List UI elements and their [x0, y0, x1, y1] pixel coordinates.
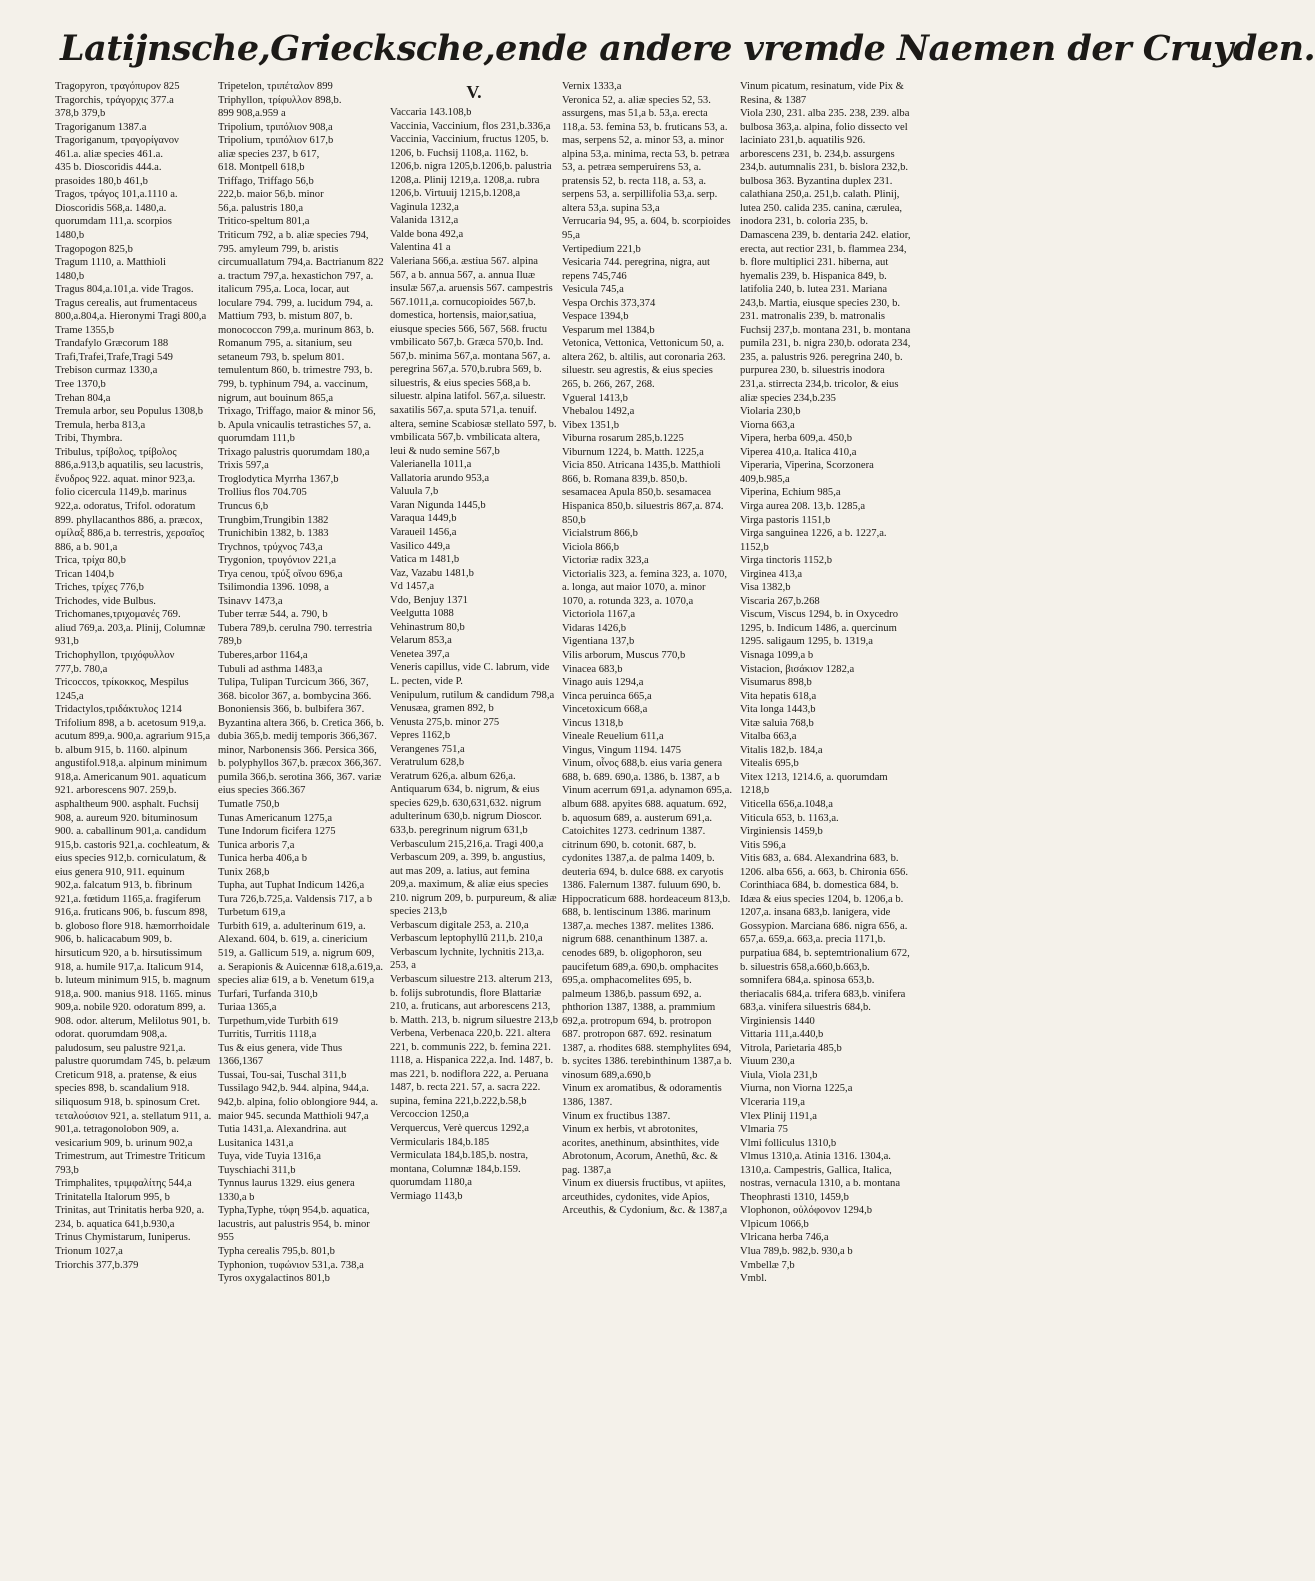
index-entry: Venetea 397,a	[390, 648, 450, 660]
index-entry: Trinitatella Italorum 995, b	[55, 1191, 170, 1203]
index-entry: Tremula arbor, seu Populus 1308,b	[55, 406, 204, 418]
index-entry: Visnaga 1099,a b	[740, 649, 814, 661]
index-entry: Viticula 653, b. 1163,a.	[740, 812, 839, 824]
index-entry: 899 908,a.959 a	[218, 108, 286, 120]
index-entry: Vlua 789,b. 982,b. 930,a b	[740, 1246, 853, 1258]
index-entry: Virginiensis 1459,b	[740, 826, 823, 838]
index-entry: Trica, τρίχα 80,b	[55, 555, 126, 567]
index-entry: Tune Indorum ficifera 1275	[218, 826, 336, 838]
index-entry: Trame 1355,b	[55, 324, 115, 336]
index-entry: prasoides 180,b 461,b	[55, 175, 148, 187]
index-entry: Vlex Plinij 1191,a	[740, 1110, 817, 1122]
index-entry: Tynnus laurus 1329. eius genera 1330,a b	[218, 1178, 355, 1203]
index-entry: Vaccaria 143.108,b	[390, 107, 472, 118]
index-entry: 378,b 379,b	[55, 108, 106, 120]
index-entry: Venusæa, gramen 892, b	[390, 703, 494, 715]
index-entry: Vlmaria 75	[740, 1124, 788, 1136]
index-entry: Vd 1457,a	[390, 581, 435, 593]
index-entry: Typha,Typhe, τύφη 954,b. aquatica, lacustris, aut palustris 954, b. minor 955	[218, 1205, 370, 1244]
index-entry: Trollius flos 704.705	[218, 487, 307, 499]
index-entry: Vesicula 745,a	[562, 284, 624, 296]
index-entry: Tragopyron, τραγόπυρον 825	[55, 81, 180, 92]
index-column-3	[390, 80, 558, 1570]
index-entry: Dioscoridis 568,a. 1480,a.	[55, 202, 167, 214]
index-entry: Tubera 789,b. cerulna 790. terrestria 789,b	[218, 622, 373, 648]
index-entry: Vatica m 1481,b	[390, 554, 460, 566]
index-entry: Virga pastoris 1151,b	[740, 514, 831, 526]
index-entry: Verbascum digitale 253, a. 210,a	[390, 919, 529, 931]
index-entry: Viciola 866,b	[562, 541, 620, 553]
index-entry: Vinum picatum, resinatum, vide Pix & Resina, & 1387	[740, 81, 904, 106]
index-entry: Vlricana herba 746,a	[740, 1232, 829, 1244]
index-entry: Vingus, Vingum 1194. 1475	[562, 744, 682, 756]
index-entry: Vermiago 1143,b	[390, 1190, 463, 1202]
index-entry: Vaccinia, Vaccinium, fructus 1205, b. 1206, b. Fuchsij 1108,a. 1162, b. 1206,b. nigra 1205,b.1206,b. palustria 1208,a. Plinij 1219,a. 1208,a. rubra 1206,b. Virtuuij 1215,b.1208,a	[390, 134, 552, 200]
index-entry: Trixago palustris quorumdam 180,a	[218, 446, 370, 458]
index-entry: Vitæ saluia 768,b	[740, 717, 814, 729]
index-entry: Viburna rosarum 285,b.1225	[562, 433, 684, 445]
index-entry: Valuula 7,b	[390, 486, 439, 498]
index-entry: Typha cerealis 795,b. 801,b	[218, 1246, 335, 1258]
index-entry: Vlpicum 1066,b	[740, 1218, 809, 1230]
index-entry: Trafi,Trafei,Trafe,Tragi 549	[55, 351, 173, 363]
index-entry: Tripetelon, τριπέταλον 899	[218, 81, 333, 92]
index-entry: Viperina, Echium 985,a	[740, 487, 841, 499]
index-entry: Valentina 41 a	[390, 242, 451, 254]
index-entry: Tuber terræ 544, a. 790, b	[218, 609, 328, 621]
index-entry: Verbascum leptophyllũ 211,b. 210,a	[390, 933, 543, 945]
index-entry: Tricoccos, τρίκοκκος, Mespilus 1245,a	[55, 677, 189, 702]
index-entry: Vasilico 449,a	[390, 540, 451, 552]
index-entry: Tupha, aut Tuphat Indicum 1426,a	[218, 880, 365, 892]
index-entry: Vehinastrum 80,b	[390, 621, 465, 633]
index-entry: Veronica 52, a. aliæ species 52, 53. assurgens, mas 51,a b. 53,a. erecta 118,a. 53. femina 53, b. fruticans 53, a. mas, serpens 52, a. minor 53, a. minor alpina 53,a. minima, recta 53, b. petræa 53, a. petræa semperuirens 53, a. pratensis 52, b. recta 118, a. 53, a. serpens 53, a. serpillifolia 53,a. serp. altera 53,a. supina 53,a	[562, 94, 730, 214]
index-entry: aliæ species 237, b 617,	[218, 148, 320, 160]
index-entry: Verangenes 751,a	[390, 743, 465, 755]
index-entry: Tunica herba 406,a b	[218, 853, 308, 865]
index-entry: Vmbellæ 7,b	[740, 1259, 795, 1271]
index-entry: Varan Nigunda 1445,b	[390, 499, 486, 511]
index-entry: Valde bona 492,a	[390, 228, 464, 240]
index-entry: 618. Montpell 618,b	[218, 162, 305, 174]
index-entry: Trehan 804,a	[55, 392, 111, 404]
index-entry: Tutia 1431,a. Alexandrina. aut Lusitanica 1431,a	[218, 1124, 347, 1149]
index-entry: Tuyschiachi 311,b	[218, 1164, 296, 1176]
index-entry: Vlmi folliculus 1310,b	[740, 1137, 837, 1149]
index-entry: Tura 726,b.725,a. Valdensis 717, a b	[218, 893, 373, 905]
index-entry: Viperaria, Viperina, Scorzonera 409,b.985,a	[740, 460, 874, 485]
index-entry: Virginea 413,a	[740, 568, 803, 580]
index-entry: Trebison curmaz 1330,a	[55, 365, 158, 377]
index-entry: Virga tinctoris 1152,b	[740, 555, 833, 567]
index-entry: Vdo, Benjuy 1371	[390, 594, 468, 606]
page-title: Latijnsche,Griecksche,ende andere vremde Naemen der Cruyden.	[60, 28, 1315, 69]
index-entry: Vitrola, Parietaria 485,b	[740, 1042, 842, 1054]
index-entry: Tridactylos,τριδάκτυλος 1214	[55, 704, 182, 716]
index-column-1	[55, 80, 213, 1570]
index-entry: Trichodes, vide Bulbus.	[55, 595, 156, 607]
index-entry: Verbascum 209, a. 399, b. angustius, aut mas 209, a. latius, aut femina 209,a. maximum, & aliæ eius species 210. nigrum 209, b. purpureum, & aliæ species 213,b	[390, 852, 557, 918]
index-entry: Vitealis 695,b	[740, 758, 799, 770]
index-entry: Vita longa 1443,b	[740, 704, 816, 716]
index-entry: Turfari, Turfanda 310,b	[218, 988, 318, 1000]
index-entry: Tragopogon 825,b	[55, 243, 133, 255]
index-entry: Tribi, Thymbra.	[55, 433, 123, 445]
index-entry: Vinum acerrum 691,a. adynamon 695,a. album 688. apyites 688. aquatum. 692, b. aquosum 689, a. austerum 691,a. Catoichites 1273. cedrinum 1387. citrinum 690, b. cotonit. 687, b. cydonites 1387,a. de palma 1409, b. deuteria 694, b. dulce 688. ex caryotis 1386. Falernum 1387. fuluum 690, b. Hippocraticum 688. hordeaceum 813,b. 688, b. lentiscinum 1386. marinum 1387,a. meches 1387. melites 1386. nigrum 688. cenanthinum 1387. a. cenodes 689, b. oligophoron, seu paucifetum 689,a. 690,b. omphacites 695,a. omphacomelites 695, b. palmeum 1386,b. passum 692, a. phthorion 1387, 1388, a. prammium 692,a. protropum 694, b. protropon 687. protropon 687. 692. resinatum 1387, a. rhodites 688. stemphylites 694, b. sycites 1386. terebinthinum 1387,a b. vinosum 689,a.690,b	[562, 785, 732, 1081]
index-entry: Tsinavv 1473,a	[218, 595, 283, 607]
index-entry: Tus & eius genera, vide Thus 1366,1367	[218, 1042, 343, 1068]
index-entry: Vlceraria 119,a	[740, 1097, 805, 1109]
index-entry: Tragum 1110, a. Matthioli	[55, 257, 166, 269]
index-entry: Trinus Chymistarum, Iuniperus.	[55, 1232, 191, 1244]
index-entry: Vlmus 1310,a. Atinia 1316. 1304,a. 1310,a. Campestris, Gallica, Italica, nostras, vernacula 1310, a b. montana Theophrasti 1310, 1459,b	[740, 1151, 901, 1203]
index-entry: Vlophonon, οὐλόφονον 1294,b	[740, 1205, 873, 1217]
index-entry: Vitex 1213, 1214.6, a. quorumdam 1218,b	[740, 771, 888, 797]
index-entry: Veratrum 626,a. album 626,a. Antiquarum 634, b. nigrum, & eius species 629,b. 630,631,632. nigrum adulterinum 630,b. nigrum Dioscor. 633,b. peregrinum nigrum 631,b	[390, 770, 542, 836]
index-entry: Trichophyllon, τριχόφυλλον	[55, 649, 175, 661]
index-entry: Verbena, Verbenaca 220,b. 221. altera 221, b. communis 222, b. femina 221. 1118, a. Hispanica 222,a. Ind. 1487, b. mas 221, b. nodiflora 222, a. Peruana 1487, b. recta 221. 57, a. sacra 222. supina, femina 221,b.222,b.58,b	[390, 1028, 554, 1107]
index-entry: Visumarus 898,b	[740, 677, 812, 689]
index-entry: Vita hepatis 618,a	[740, 690, 817, 702]
index-entry: Veelgutta 1088	[390, 608, 454, 620]
index-entry: Vistacion, βισάκιον 1282,a	[740, 663, 855, 675]
index-entry: Trixago, Triffago, maior & minor 56, b. Apula vnicaulis tetrastiches 57, a. quorumdam 111,b	[218, 406, 376, 445]
index-entry: Triticum 792, a b. aliæ species 794, 795. amyleum 799, b. aristis circumuallatum 794,a. Bactrianum 822 a. tractum 797,a. hexastichon 797, a. italicum 795,a. Loca, locar, aut loculare 794. 799, a. lucidum 794, a. Mattium 793, b. mistum 807, b. monococcon 799,a. murinum 863, b. Romanum 795, a. sitanium, seu setaneum 793, b. spelum 801. temulentum 860, b. trimestre 793, b. 799, b. typhinum 794, a. vaccinum, nigrum, aut bouinum 865,a	[218, 230, 384, 404]
index-entry: Varaqua 1449,b	[390, 513, 457, 525]
index-entry: Vinum ex aromatibus, & odoramentis 1386, 1387.	[562, 1083, 722, 1109]
index-entry: Valanida 1312,a	[390, 215, 459, 227]
index-entry: Vidaras 1426,b	[562, 622, 627, 634]
index-entry: Turiaa 1365,a	[218, 1002, 277, 1014]
index-entry: Vilis arborum, Muscus 770,b	[562, 649, 686, 661]
index-entry: Viburnum 1224, b. Matth. 1225,a	[562, 446, 704, 458]
index-entry: Vinum ex diuersis fructibus, vt apiites, arceuthides, cydonites, vide Apios, Arceuthis, & Cydonium, &c. & 1387,a	[562, 1178, 728, 1217]
index-entry: Vitalba 663,a	[740, 731, 797, 743]
index-entry: Vinacea 683,b	[562, 663, 623, 675]
index-entry: Vitis 596,a	[740, 839, 786, 851]
index-entry: Turbetum 619,a	[218, 907, 286, 919]
index-entry: Trixis 597,a	[218, 460, 269, 472]
index-entry: Tunix 268,b	[218, 866, 270, 878]
index-column-5	[740, 80, 912, 1570]
index-entry: Valerianella 1011,a	[390, 459, 472, 471]
index-entry: Trifolium 898, a b. acetosum 919,a. acutum 899,a. 900,a. agrarium 915,a b. album 915, b. 1160. alpinum angustifol.918,a. alpinum minimum 918,a. Americanum 901. aquaticum 921. arborescens 907. 259,b. asphaltheum 900. asphalt. Fuchsij 908, a. aureum 920. bituminosum 900. a. caballinum 901,a. candidum 915,b. castoris 921,a. cochleatum, & eius species 912,b. corniculatum, & eius genera 910, 911. equinum 902,a. falcatum 913, b. fibrinum 921,a. fœtidum 1165,a. fragiferum 916,a. fruticans 906, b. fuscum 898, b. globoso flore 918. hæmorrhoidale 906, b. halicacabum 909, b. hirsuticum 920, a b. hirsutissimum 918, a. humile 917,a. Italicum 914, b. luteum minimum 915, b. magnum 918,a. 900. manius 918. 1165. minus 909,a. nobile 920. odoratum 899, a. 908. odor. alterum, Melilotus 901, b. odorat. quorumdam 908,a. paludosum, seu palustre 921,a. palustre quorumdam 745, b. pelæum Creticum 918, a. pratense, & eius species 898, b. scandalium 918. siliquosum 918, b. spinosum Cret. τεταλούσιον 921, a. stellatum 911, a. 901,a. tetragonolobon 909, a. vesicarium 909, b. urinum 902,a	[55, 717, 212, 1149]
index-entry: Tunas Americanum 1275,a	[218, 812, 333, 824]
index-entry: Tunica arboris 7,a	[218, 839, 295, 851]
index-entry: Vepres 1162,b	[390, 730, 451, 742]
index-entry: Venipulum, rutilum & candidum 798,a	[390, 689, 555, 701]
index-entry: Triches, τρίχες 776,b	[55, 582, 144, 594]
index-entry: 777,b. 780,a	[55, 663, 108, 675]
index-entry: Trya cenou, τρύξ οἴνου 696,a	[218, 568, 343, 580]
index-entry: Tuya, vide Tuyia 1316,a	[218, 1151, 321, 1163]
index-entry: Viola 230, 231. alba 235. 238, 239. alba bulbosa 363,a. alpina, folio dissecto vel laciniato 231,b. aquatilis 926. arborescens 231, b. 234,b. assurgens 234,b. autumnalis 231, b. bislora 232,b. bulbosa 363. Byzantina duplex 231. calathiana 250,a. 251,b. calath. Plinij, lutea 250. calida 235. canina, cærulea, inodora 231, b. coloria 235, b. Damascena 239, b. dentaria 242. elatior, erecta, aut rectior 231, b. flammea 234, b. flore multiplici 231. hiberna, aut hyemalis 239, b. Hispanica 849, b. latifolia 240, b. lutea 231. Mariana 243,b. Martia, eiusque species 230, b. 231. matronalis 239, b. matronalis Fuchsij 237,b. montana 231, b. montana pumila 231, b. nigra 230,b. odorata 234, 235, a. palustris 926. peregrina 240, b. purpurea 230, b. siluestris inodora 231,a. stirrecta 234,b. tricolor, & eius aliæ species 234,b.235	[740, 108, 911, 404]
index-entry: Trinitas, aut Trinitatis herba 920, a. 234, b. aquatica 641,b.930,a	[55, 1205, 205, 1230]
index-entry: Victoriola 1167,a	[562, 609, 636, 621]
index-entry: Triphyllon, τρίφυλλον 898,b.	[218, 94, 342, 106]
index-entry: Vipera, herba 609,a. 450,b	[740, 433, 853, 445]
index-entry: 435 b. Dioscoridis 444.a.	[55, 162, 162, 174]
index-entry: Tuberes,arbor 1164,a	[218, 649, 308, 661]
index-entry: Typhonion, τυφώνιον 531,a. 738,a	[218, 1259, 364, 1271]
index-entry: Viticella 656,a.1048,a	[740, 798, 833, 810]
index-entry: Vespa Orchis 373,374	[562, 297, 656, 309]
index-entry: Vesicaria 744. peregrina, nigra, aut repens 745,746	[562, 257, 710, 282]
index-entry: Triffago, Triffago 56,b	[218, 175, 314, 187]
index-entry: Visa 1382,b	[740, 582, 791, 594]
index-entry: Vgueral 1413,b	[562, 392, 628, 404]
index-entry: Vicialstrum 866,b	[562, 528, 638, 540]
index-entry: 1480,b	[55, 270, 85, 282]
index-entry: 1480,b	[55, 230, 85, 242]
index-entry: Vincus 1318,b	[562, 717, 624, 729]
index-entry: Tragorchis, τράγορχις 377.a	[55, 94, 174, 106]
index-entry: Tree 1370,b	[55, 379, 106, 391]
index-entry: Tubuli ad asthma 1483,a	[218, 663, 323, 675]
index-entry: Tragoriganum, τραγορίγανον	[55, 135, 179, 147]
index-entry: Verbascum lychnite, lychnitis 213,a. 253, a	[390, 946, 545, 972]
index-entry: Vincetoxicum 668,a	[562, 704, 648, 716]
index-entry: Vinum, οἶνος 688,b. eius varia genera 688, b. 689. 690,a. 1386, b. 1387, a b	[562, 758, 723, 783]
index-entry: Vespace 1394,b	[562, 311, 629, 323]
index-entry: Turritis, Turritis 1118,a	[218, 1029, 317, 1041]
index-entry: Verquercus, Verè quercus 1292,a	[390, 1123, 529, 1135]
index-entry: Viula, Viola 231,b	[740, 1069, 818, 1081]
index-entry: Vetonica, Vettonica, Vettonicum 50, a. altera 262, b. altilis, aut coronaria 263. siluestr. seu agrestis, & eius species 265, b. 266, 267, 268.	[562, 338, 726, 391]
index-entry: Tussai, Tou-sai, Tuschal 311,b	[218, 1069, 347, 1081]
index-entry: Turbith 619, a. adulterinum 619, a. Alexand. 604, b. 619, a. cinericium 519, a. Gallicum 519, a. nigrum 609, a. Serapionis & Auicennæ 618,a.619,a. species aliæ 619, a b. Venetum 619,a	[218, 920, 384, 987]
index-entry: Violaria 230,b	[740, 406, 801, 418]
index-entry: Tragus 804,a.101,a. vide Tragos.	[55, 284, 194, 296]
index-entry: Veratrulum 628,b	[390, 757, 465, 769]
index-entry: Vaz, Vazabu 1481,b	[390, 567, 474, 579]
index-entry: Tragos, τράγος 101,a.1110 a.	[55, 189, 178, 201]
index-entry: Trunichibin 1382, b. 1383	[218, 528, 329, 540]
index-entry: Vallatoria arundo 953,a	[390, 472, 490, 484]
index-entry: Verbascum siluestre 213. alterum 213, b. folijs subrotundis, flore Blattariæ 210, a. fruticans, aut arborescens 213, b. Matth. 213, b. nigrum siluestre 213,b	[390, 974, 559, 1026]
index-entry: Vineale Reuelium 611,a	[562, 731, 664, 743]
index-entry: Vinum ex herbis, vt abrotonites, acorites, anethinum, absinthites, vide Abrotonum, Acorum, Anethũ, &c. & pag. 1387,a	[562, 1124, 720, 1176]
index-entry: 56,a. palustris 180,a	[218, 202, 304, 214]
index-entry: Virga sanguinea 1226, a b. 1227,a. 1152,b	[740, 528, 887, 553]
index-entry: Turpethum,vide Turbith 619	[218, 1015, 338, 1027]
index-entry: Vittaria 111,a.440,b	[740, 1029, 824, 1041]
index-entry: Vigentiana 137,b	[562, 636, 635, 648]
index-entry: Trichomanes,τριχομανές 769.	[55, 609, 181, 621]
index-entry: Viscaria 267,b.268	[740, 595, 820, 607]
index-entry: Vhebalou 1492,a	[562, 406, 635, 418]
index-entry: 461.a. aliæ species 461.a.	[55, 148, 163, 160]
index-entry: Truncus 6,b	[218, 500, 269, 512]
index-entry: Trandafylo Græcorum 188	[55, 338, 169, 350]
index-entry: Velarum 853,a	[390, 635, 452, 647]
index-entry: Vaccinia, Vaccinium, flos 231,b.336,a	[390, 120, 551, 132]
index-entry: Trican 1404,b	[55, 568, 115, 580]
index-entry: 222,b. maior 56,b. minor	[218, 189, 324, 201]
index-entry: Tussilago 942,b. 944. alpina, 944,a. 942,b. alpina, folio oblongiore 944, a. maior 945. secunda Matthioli 947,a	[218, 1083, 379, 1122]
index-entry: Vaginula 1232,a	[390, 201, 459, 213]
index-entry: Vesparum mel 1384,b	[562, 324, 655, 336]
index-entry: Tulipa, Tulipan Turcicum 366, 367, 368. bicolor 367, a. bombycina 366. Bononiensis 366, b. bulbifera 367. Byzantina altera 366, b. Cretica 366, b. dubia 365,b. medij temporis 366,367. minor, Narbonensis 366. Persica 366, b. polyphyllos 367,b. præcox 366,367. pumila 366,b. serotina 366, 367. variæ eius species 366.367	[218, 677, 384, 797]
index-entry: Viurna, non Viorna 1225,a	[740, 1083, 853, 1095]
index-entry: Tribulus, τρίβολος, τρίβολος	[55, 446, 177, 458]
index-entry: Trionum 1027,a	[55, 1246, 123, 1258]
index-entry: Vinca peruinca 665,a	[562, 690, 652, 702]
index-entry: Troglodytica Myrrha 1367,b	[218, 473, 339, 485]
index-entry: Trimphalites, τριμφαλίτης 544,a	[55, 1178, 192, 1190]
index-entry: Valeriana 566,a. æstiua 567. alpina 567, a b. annua 567, a. annua Iluæ insulæ 567,a. aruensis 567. campestris 567.1011,a. cornucopioides 567,b. domestica, hortensis, maior,satiua, eiusque species 566, 567, 568. fructu vmbilicato 567,b. Græca 570,b. Ind. 567,b. minima 567,a. montana 567, a. peregrina 567,a. 570,b.rubra 569, b. siluestris, & eius species 568,a b. siluestr. alpina latifol. 567,a. siluestr. saxatilis 567,a. sputa 571,a. tenuif. altera, semine Scabiosæ stellato 597, b. vmbilicata 567,b. vmbilicata altera, leui & nudo semine 567,b	[390, 256, 557, 457]
index-entry: Vicia 850. Atricana 1435,b. Matthioli 866, b. Romana 839,b. 850,b. sesamacea Apula 850,b. sesamacea Hispanica 850,b. siluestris 867,a. 874. 850,b	[562, 460, 724, 526]
index-entry: Vertipedium 221,b	[562, 243, 641, 255]
index-entry: Vitalis 182,b. 184,a	[740, 744, 823, 756]
index-entry: Venusta 275,b. minor 275	[390, 716, 500, 728]
index-entry: Viorna 663,a	[740, 419, 795, 431]
index-entry: Vermiculata 184,b.185,b. nostra, montana, Columnæ 184,b.159. quorumdam 1180,a	[390, 1150, 528, 1189]
index-entry: Tripolium, τριπόλιον 617,b	[218, 135, 334, 147]
index-entry: Tsilimondia 1396. 1098, a	[218, 582, 329, 594]
index-entry: Verbasculum 215,216,a. Tragi 400,a	[390, 838, 544, 850]
index-entry: Veneris capillus, vide C. labrum, vide L. pecten, vide P.	[390, 662, 550, 687]
index-entry: Vinum ex fructibus 1387.	[562, 1110, 671, 1122]
index-entry: Vinago auis 1294,a	[562, 677, 644, 689]
index-entry: Vercoccion 1250,a	[390, 1109, 469, 1121]
index-entry: Verrucaria 94, 95, a. 604, b. scorpioides 95,a	[562, 216, 731, 242]
index-entry: Tragoriganum 1387.a	[55, 121, 147, 133]
index-entry: Tragus cerealis, aut frumentaceus 800,a.804,a. Hieronymi Tragi 800,a	[55, 297, 207, 323]
index-entry: Vibex 1351,b	[562, 419, 620, 431]
index-entry: Virga aurea 208. 13,b. 1285,a	[740, 500, 866, 512]
index-entry: Tyros oxygalactinos 801,b	[218, 1273, 330, 1285]
index-entry: Triorchis 377,b.379	[55, 1259, 139, 1271]
index-column-4	[562, 80, 732, 1570]
index-entry: Victoriæ radix 323,a	[562, 555, 649, 567]
index-entry: Viuum 230,a	[740, 1056, 795, 1068]
index-entry: quorumdam 111,a. scorpios	[55, 216, 172, 228]
index-entry: aliud 769,a. 203,a. Plinij, Columnæ 931,b	[55, 622, 206, 648]
section-letter: V.	[466, 82, 482, 102]
index-entry: Trygonion, τρυγόνιον 221,a	[218, 555, 337, 567]
index-entry: Trungbim,Trungibin 1382	[218, 514, 329, 526]
index-entry: Tripolium, τριπόλιον 908,a	[218, 121, 333, 133]
index-entry: Tremula, herba 813,a	[55, 419, 146, 431]
index-entry: Viperea 410,a. Italica 410,a	[740, 446, 857, 458]
index-entry: Viscum, Viscus 1294, b. in Oxycedro 1295, b. Indicum 1486, a. quercinum 1295. saligaum 1295, b. 1319,a	[740, 609, 899, 648]
index-column-2	[218, 80, 384, 1570]
index-entry: Vernix 1333,a	[562, 81, 622, 92]
index-entry: Vmbl.	[740, 1273, 767, 1285]
index-entry: Varaueil 1456,a	[390, 526, 457, 538]
index-entry: Tritico-speltum 801,a	[218, 216, 310, 228]
index-entry: Trimestrum, aut Trimestre Triticum 793,b	[55, 1151, 206, 1176]
index-entry: Vermicularis 184,b.185	[390, 1136, 490, 1148]
index-entry: 886,a.913,b aquatilis, seu lacustris, ἔνυδρος 922. aquat. minor 923,a. folio cicercula 1149,b. marinus 922,a. odoratus, Trifol. odoratum 899. phyllacanthos 886, a. præcox, σμίλαξ 886,a b. terrestris, χερσαῖος 886, a b. 901,a	[55, 460, 205, 553]
index-entry: Tumatle 750,b	[218, 798, 280, 810]
index-entry: Victorialis 323, a. femina 323, a. 1070, a. longa, aut maior 1070, a. minor 1070, a. rotunda 323, a. 1070,a	[562, 568, 727, 607]
index-entry: Vitis 683, a. 684. Alexandrina 683, b. 1206. alba 656, a. 663, b. Chironia 656. Corinthiaca 684, b. domestica 684, b. Idæa & eius species 1204, b. 1206,a b. 1207,a. insana 683,b. lanigera, vide Gossypion. Marciana 686. nigra 656, a. 657,a. 659,a. 663,a. precia 1171,b. purpatiua 684, b. septemtrionalium 672, b. siluestris 658,a.660,b.663,b. somnifera 684,a. spinosa 653,b. theriacalis 684,a. trifera 683,b. vinifera 683,a. vinifera siluestris 684,b. Virginiensis 1440	[740, 853, 910, 1027]
index-entry: Trychnos, τρύχνος 743,a	[218, 541, 323, 553]
